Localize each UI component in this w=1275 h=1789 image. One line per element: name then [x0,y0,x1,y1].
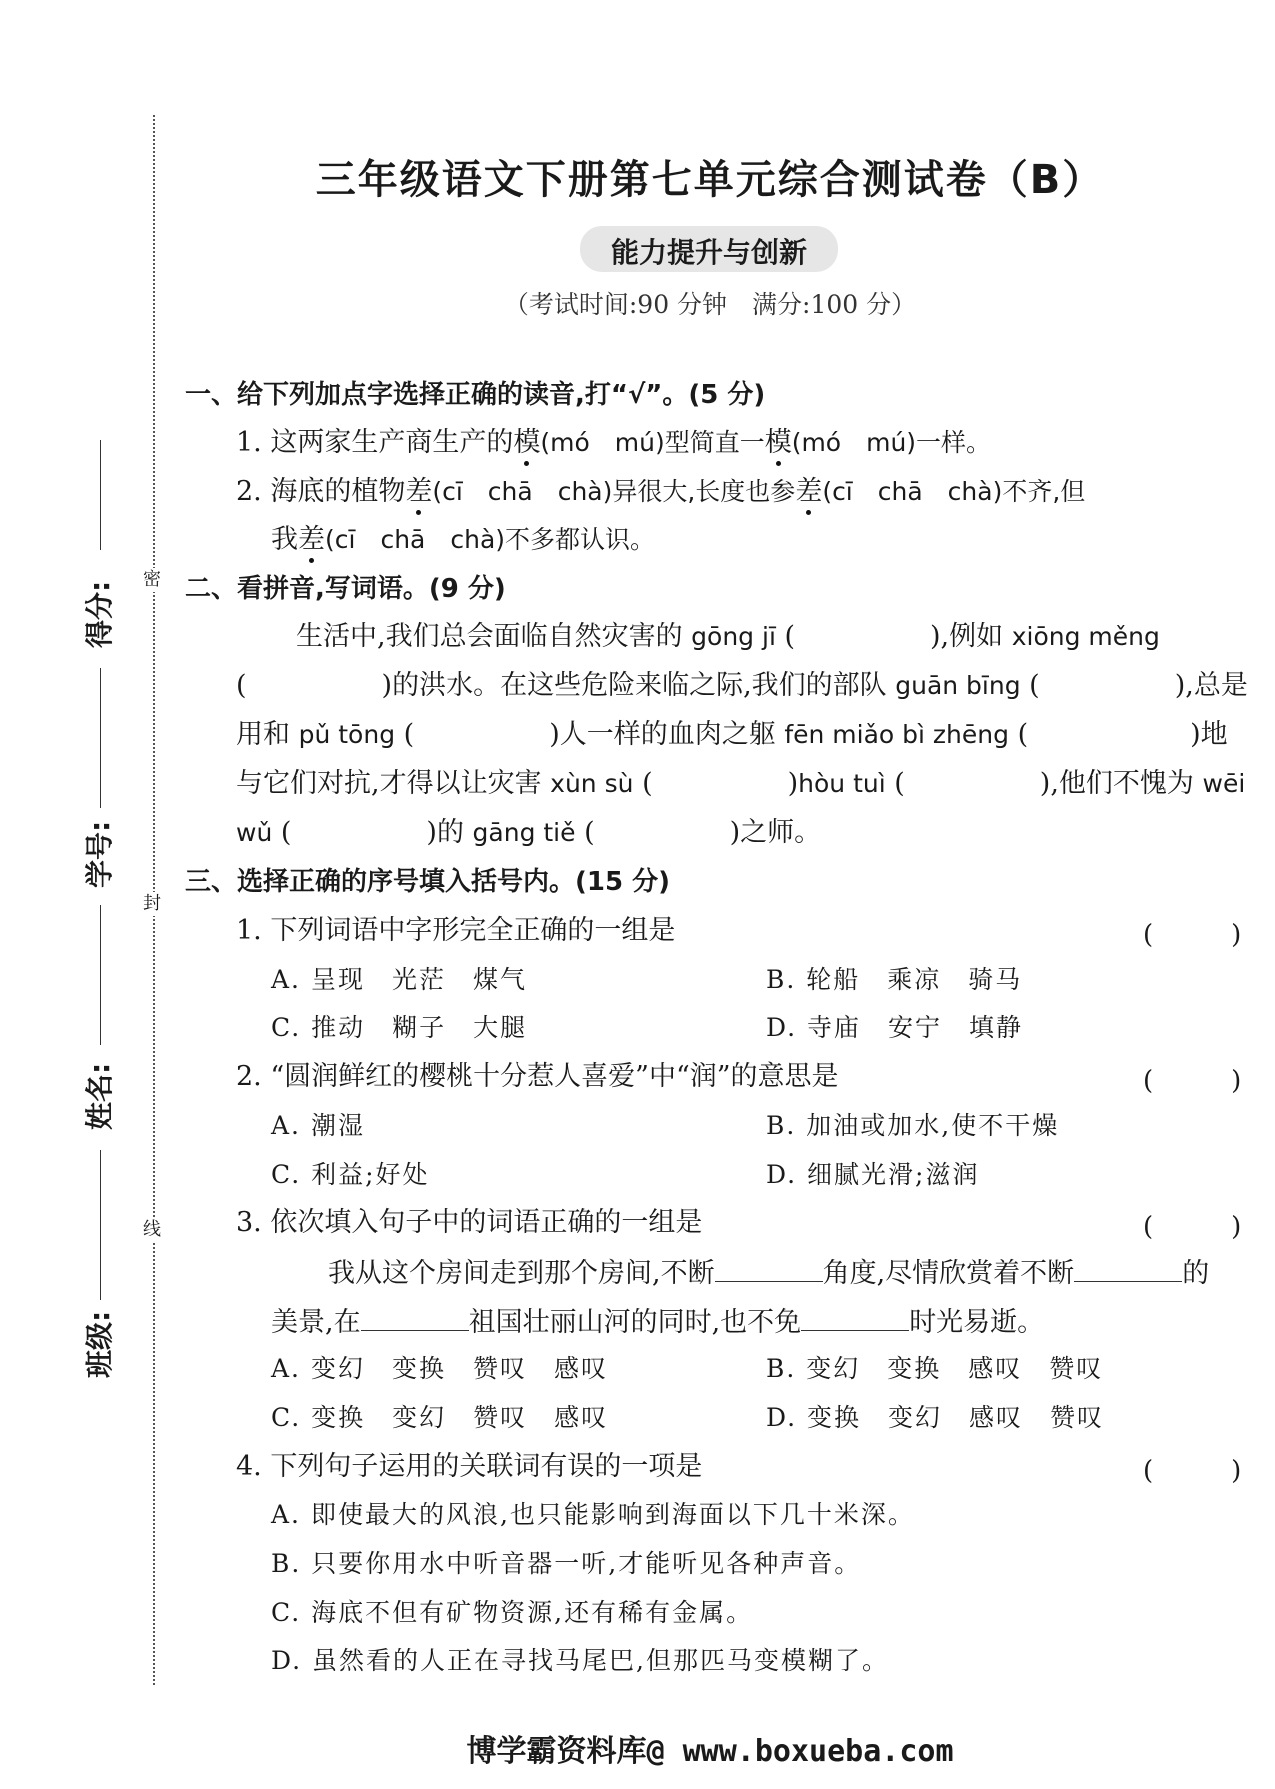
q3-3-stem: 3. 依次填入句子中的词语正确的一组是 [236,1207,703,1238]
q3-1-option-d: D. 寺庙 安宁 填静 [766,1013,1024,1042]
q3-2-option-d: D. 细腻光滑;滋润 [766,1160,980,1189]
student-id-label: 学号: [83,820,116,888]
q2-line-2: ( )的洪水。在这些危险来临之际,我们的部队 guān bīng ( ),总是 [236,670,1248,701]
q2-line-1: 生活中,我们总会面临自然灾害的 gōng jī ( ),例如 xiōng měng [296,621,1160,652]
q3-4-stem: 4. 下列句子运用的关联词有误的一项是 [236,1451,703,1482]
q3-2-option-a: A. 潮湿 [271,1111,365,1140]
class-label: 班级: [83,1310,116,1378]
subtitle: 能力提升与创新 [610,236,807,269]
fill-blank-2[interactable] [1074,1255,1182,1282]
q3-4-option-a: A. 即使最大的风浪,也只能影响到海面以下几十米深。 [271,1500,915,1529]
section-3-header: 三、选择正确的序号填入括号内。(15 分) [185,867,670,897]
name-line [100,905,101,1045]
fill-blank-1[interactable] [715,1255,823,1282]
q3-4-option-d: D. 虽然看的人正在寻找马尾巴,但那匹马变模糊了。 [271,1646,889,1675]
score-label: 得分: [83,580,116,648]
q3-3-text-line-1: 我从这个房间走到那个房间,不断 角度,尽情欣赏着不断 的 [328,1255,1209,1291]
q3-1-option-c: C. 推动 糊子 大腿 [271,1013,528,1042]
score-line [100,440,101,550]
seal-xian: 线 [143,1219,161,1240]
q3-1-stem: 1. 下列词语中字形完全正确的一组是 [236,915,676,946]
answer-paren-4[interactable]: ( ) [1143,1456,1242,1486]
q1-item-2-cont: 我差(cī chā chà)不多都认识。 [271,524,656,555]
q3-3-option-c: C. 变换 变幻 赞叹 感叹 [271,1403,609,1432]
student-id-line [100,668,101,808]
exam-info: （考试时间:90 分钟 满分:100 分） [503,290,917,319]
q3-1-option-a: A. 呈现 光茫 煤气 [271,965,527,994]
answer-paren-2[interactable]: ( ) [1143,1066,1242,1096]
name-label: 姓名: [83,1062,116,1130]
q3-4-option-b: B. 只要你用水中听音器一听,才能听见各种声音。 [271,1549,862,1578]
q3-2-stem: 2. “圆润鲜红的樱桃十分惹人喜爱”中“润”的意思是 [236,1061,839,1092]
section-1-header: 一、给下列加点字选择正确的读音,打“√”。(5 分) [185,380,766,410]
footer-watermark: 博学霸资料库@ www.boxueba.com [466,1734,954,1769]
seal-mi: 密 [143,569,161,590]
q2-line-4: 与它们对抗,才得以让灾害 xùn sù ( )hòu tuì ( ),他们不愧为 wēi [236,768,1246,799]
q3-4-option-c: C. 海底不但有矿物资源,还有稀有金属。 [271,1598,754,1627]
q3-3-option-b: B. 变幻 变换 感叹 赞叹 [766,1354,1104,1383]
q3-2-option-c: C. 利益;好处 [271,1160,430,1189]
fill-blank-3[interactable] [361,1304,469,1331]
q2-line-3: 用和 pǔ tōng ( )人一样的血肉之躯 fēn miǎo bì zhēng ( )地 [236,719,1228,750]
q3-3-option-a: A. 变幻 变换 赞叹 感叹 [271,1354,608,1383]
q3-1-option-b: B. 轮船 乘凉 骑马 [766,965,1023,994]
page-title: 三年级语文下册第七单元综合测试卷（B） [315,157,1105,203]
q2-line-5: wǔ ( )的 gāng tiě ( )之师。 [236,817,822,848]
q3-3-text-line-2: 美景,在 祖国壮丽山河的同时,也不免 时光易逝。 [271,1304,1044,1340]
class-line [100,1150,101,1300]
seal-feng: 封 [143,893,161,914]
answer-paren-1[interactable]: ( ) [1143,920,1242,950]
q1-item-1: 1. 这两家生产商生产的模(mó mú)型简直一模(mó mú)一样。 [236,427,992,458]
section-2-header: 二、看拼音,写词语。(9 分) [185,574,506,604]
q1-item-2: 2. 海底的植物差(cī chā chà)异很大,长度也参差(cī chā chà)不齐,但 [236,476,1086,507]
answer-paren-3[interactable]: ( ) [1143,1212,1242,1242]
q3-2-option-b: B. 加油或加水,使不干燥 [766,1111,1060,1140]
q3-3-option-d: D. 变换 变幻 感叹 赞叹 [766,1403,1105,1432]
fill-blank-4[interactable] [801,1304,909,1331]
